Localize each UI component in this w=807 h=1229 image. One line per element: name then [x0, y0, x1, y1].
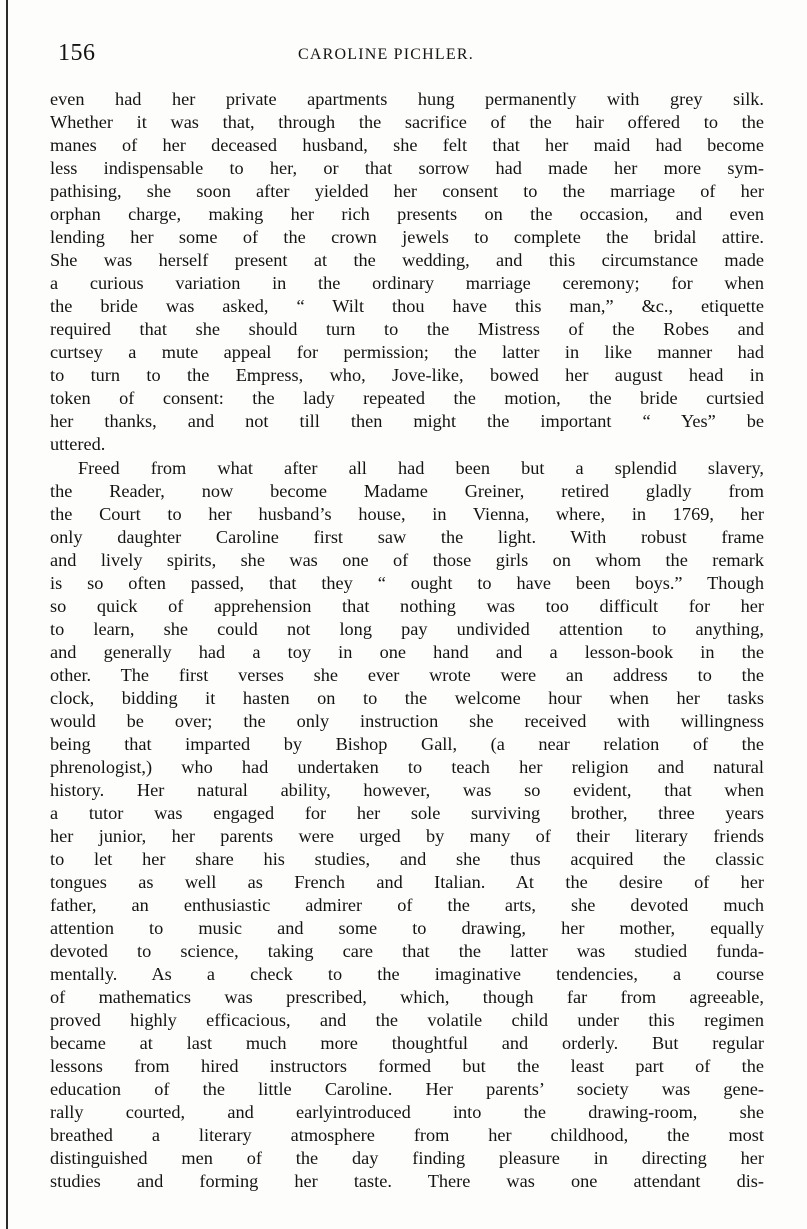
text-line: the bride was asked, “ Wilt thou have this man,” &c., etiquette [50, 296, 764, 316]
text-line: a curious variation in the ordinary marriage ceremony; for when [50, 273, 764, 293]
text-line: tongues as well as French and Italian. At the desire of her [50, 872, 764, 892]
text-line: required that she should turn to the Mistress of the Robes and [50, 319, 764, 339]
text-line: the Court to her husband’s house, in Vienna, where, in 1769, her [50, 504, 764, 524]
running-head-title: CAROLINE PICHLER. [298, 46, 474, 63]
text-line: would be over; the only instruction she received with willingness [50, 711, 764, 731]
page-edge-rule [6, 0, 8, 1229]
text-line: is so often passed, that they “ ought to have been boys.” Though [50, 573, 764, 593]
text-line: education of the little Caroline. Her parents’ society was gene- [50, 1079, 764, 1099]
page-number: 156 [58, 40, 96, 66]
text-line: orphan charge, making her rich presents on the occasion, and even [50, 204, 764, 224]
text-line: rally courted, and earlyintroduced into the drawing-room, she [50, 1102, 764, 1122]
text-line: her junior, her parents were urged by many of their literary friends [50, 826, 764, 846]
text-line: Whether it was that, through the sacrifice of the hair offered to the [50, 112, 764, 132]
text-line: lending her some of the crown jewels to complete the bridal attire. [50, 227, 764, 247]
text-line: clock, bidding it hasten on to the welcome hour when her tasks [50, 688, 764, 708]
text-line: breathed a literary atmosphere from her childhood, the most [50, 1125, 764, 1145]
text-line: to learn, she could not long pay undivided attention to anything, [50, 619, 764, 639]
text-line: curtsey a mute appeal for permission; the latter in like manner had [50, 342, 764, 362]
text-line: less indispensable to her, or that sorrow had made her more sym- [50, 158, 764, 178]
text-line: devoted to science, taking care that the latter was studied funda- [50, 941, 764, 961]
text-line: a tutor was engaged for her sole surviving brother, three years [50, 803, 764, 823]
text-line: so quick of apprehension that nothing was too difficult for her [50, 596, 764, 616]
text-line: and lively spirits, she was one of those girls on whom the remark [50, 550, 764, 570]
text-line: became at last much more thoughtful and orderly. But regular [50, 1033, 764, 1053]
text-line: Freed from what after all had been but a splendid slavery, [78, 458, 764, 478]
text-line: distinguished men of the day finding pleasure in directing her [50, 1148, 764, 1168]
text-line: being that imparted by Bishop Gall, (a near relation of the [50, 734, 764, 754]
text-line: token of consent: the lady repeated the motion, the bride curtsied [50, 388, 764, 408]
text-line: attention to music and some to drawing, her mother, equally [50, 918, 764, 938]
text-line: of mathematics was prescribed, which, though far from agreeable, [50, 987, 764, 1007]
text-line: mentally. As a check to the imaginative tendencies, a course [50, 964, 764, 984]
text-line: proved highly efficacious, and the volatile child under this regimen [50, 1010, 764, 1030]
text-line: uttered. [50, 434, 106, 454]
text-line: her thanks, and not till then might the important “ Yes” be [50, 411, 764, 431]
text-line: even had her private apartments hung permanently with grey silk. [50, 89, 764, 109]
text-line: father, an enthusiastic admirer of the arts, she devoted much [50, 895, 764, 915]
text-line: other. The first verses she ever wrote were an address to the [50, 665, 764, 685]
text-line: to let her share his studies, and she thus acquired the classic [50, 849, 764, 869]
text-line: lessons from hired instructors formed but the least part of the [50, 1056, 764, 1076]
text-line: phrenologist,) who had undertaken to teach her religion and natural [50, 757, 764, 777]
text-line: the Reader, now become Madame Greiner, retired gladly from [50, 481, 764, 501]
text-line: studies and forming her taste. There was one attendant dis- [50, 1171, 764, 1191]
text-line: She was herself present at the wedding, and this circumstance made [50, 250, 764, 270]
text-line: pathising, she soon after yielded her consent to the marriage of her [50, 181, 764, 201]
text-line: history. Her natural ability, however, was so evident, that when [50, 780, 764, 800]
text-line: and generally had a toy in one hand and a lesson-book in the [50, 642, 764, 662]
text-line: to turn to the Empress, who, Jove-like, bowed her august head in [50, 365, 764, 385]
text-line: manes of her deceased husband, she felt that her maid had become [50, 135, 764, 155]
text-line: only daughter Caroline first saw the light. With robust frame [50, 527, 764, 547]
